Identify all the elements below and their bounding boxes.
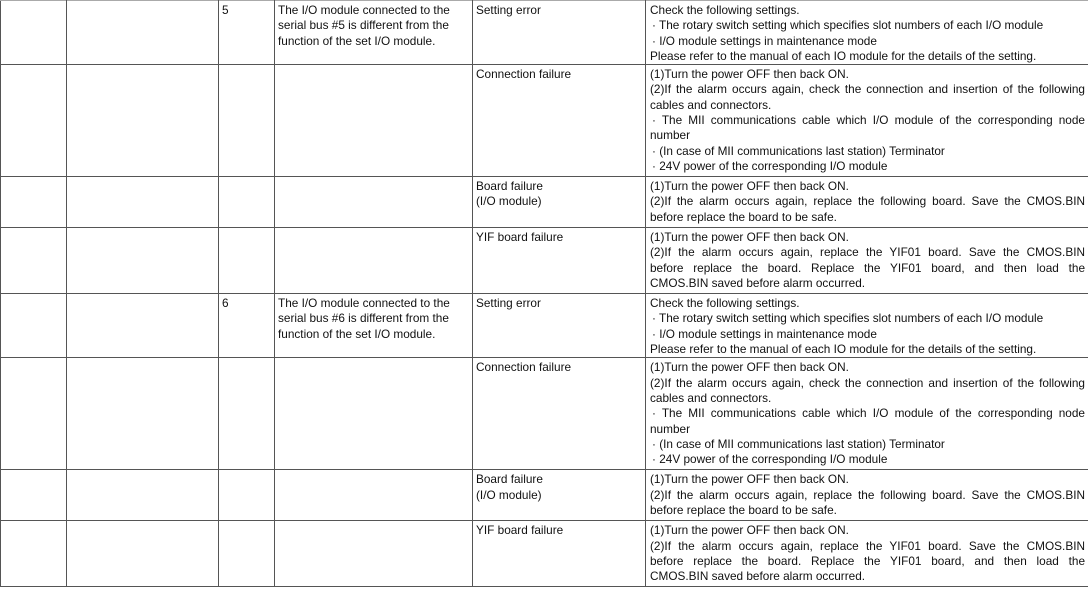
remedy-bullet-line: · I/O module settings in maintenance mode [652,33,877,48]
remedy-line: (1)Turn the power OFF then back ON. [650,230,849,245]
cause-cell [473,521,646,587]
alarm-number-cell [219,177,275,228]
blank-cell [1,177,67,228]
remedy-bullet-line: · The MII communications cable which I/O module of the corresponding node [652,406,1085,421]
remedy-line: number [650,128,690,143]
cause-line: Board failure [476,472,543,487]
remedy-line: Please refer to the manual of each IO module for the details of the setting. [650,342,1037,357]
blank-cell [1,228,67,294]
cause-cell [473,65,646,177]
alarm-description-cell [275,470,473,521]
alarm-description-cell [275,294,473,358]
blank-cell [1,1,67,65]
blank-cell [1,65,67,177]
remedy-line: (1)Turn the power OFF then back ON. [650,472,849,487]
remedy-bullet-line: · The MII communications cable which I/O module of the corresponding node [652,113,1085,128]
alarm-description-cell [275,521,473,587]
remedy-line: CMOS.BIN saved before alarm occurred. [650,569,866,584]
blank-cell [67,358,219,470]
alarm-number-cell [219,294,275,358]
cause-line: (I/O module) [476,194,542,209]
cause-line: (I/O module) [476,487,542,502]
remedy-line: Check the following settings. [650,296,800,311]
alarm-description-cell [275,358,473,470]
table-row [1,177,1088,228]
table-row [1,228,1088,294]
alarm-number: 5 [222,3,229,17]
cause-cell [473,228,646,294]
remedy-cell [646,65,1088,177]
remedy-cell [646,470,1088,521]
cause-line: Setting error [476,296,541,311]
blank-cell [67,1,219,65]
alarm-number: 6 [222,296,229,311]
remedy-line: (1)Turn the power OFF then back ON. [650,67,849,82]
remedy-bullet-line: · The rotary switch setting which specifies slot numbers of each I/O module [652,18,1044,33]
blank-cell [67,470,219,521]
cause-line: Board failure [476,179,543,194]
alarm-description-cell [275,1,473,65]
alarm-number-cell [219,470,275,521]
remedy-line: Please refer to the manual of each IO module for the details of the setting. [650,48,1037,63]
remedy-line: CMOS.BIN saved before alarm occurred. [650,276,866,291]
remedy-line: before replace the board to be safe. [650,209,837,224]
remedy-line: (1)Turn the power OFF then back ON. [650,360,849,375]
alarm-number-cell [219,1,275,65]
table-row [1,521,1088,587]
alarm-description-cell [275,65,473,177]
remedy-cell [646,177,1088,228]
remedy-bullet-line: · 24V power of the corresponding I/O module [652,158,888,173]
remedy-bullet-line: · (In case of MII communications last station) Terminator [652,143,945,158]
alarm-description-cell [275,228,473,294]
description-line: function of the set I/O module. [278,33,436,48]
remedy-line: (2)If the alarm occurs again, replace the YIF01 board. Save the CMOS.BIN [650,245,1085,260]
description-line: function of the set I/O module. [278,326,436,341]
table-row [1,1,1088,65]
remedy-line: (2)If the alarm occurs again, replace the following board. Save the CMOS.BIN [650,194,1085,209]
blank-cell [1,470,67,521]
remedy-cell [646,521,1088,587]
cause-cell [473,177,646,228]
description-line: serial bus #5 is different from the [278,18,449,33]
table-row [1,470,1088,521]
remedy-line: number [650,421,690,436]
remedy-bullet-line: · I/O module settings in maintenance mode [652,326,877,341]
remedy-line: (2)If the alarm occurs again, replace the YIF01 board. Save the CMOS.BIN [650,538,1085,553]
blank-cell [1,521,67,587]
blank-cell [67,294,219,358]
alarm-number-cell [219,65,275,177]
remedy-bullet-line: · 24V power of the corresponding I/O module [652,452,888,467]
cause-line: Connection failure [476,360,572,375]
cause-cell [473,358,646,470]
description-line: The I/O module connected to the [278,296,450,311]
cause-cell [473,1,646,65]
remedy-line: before replace the board. Replace the YIF01 board, and then load the [650,553,1085,568]
remedy-line: (2)If the alarm occurs again, replace the following board. Save the CMOS.BIN [650,487,1085,502]
remedy-line: before replace the board. Replace the YIF01 board, and then load the [650,260,1085,275]
table-row [1,358,1088,470]
description-line: The I/O module connected to the [278,3,450,17]
remedy-line: before replace the board to be safe. [650,502,837,517]
remedy-line: (1)Turn the power OFF then back ON. [650,523,849,538]
blank-cell [67,228,219,294]
alarm-number-cell [219,521,275,587]
table-row [1,65,1088,177]
remedy-cell [646,228,1088,294]
remedy-bullet-line: · The rotary switch setting which specifies slot numbers of each I/O module [652,311,1044,326]
cause-cell [473,470,646,521]
remedy-line: cables and connectors. [650,97,772,112]
cause-line: Connection failure [476,67,572,82]
remedy-line: (2)If the alarm occurs again, check the connection and insertion of the following [650,375,1085,390]
cause-line: YIF board failure [476,230,564,245]
remedy-cell [646,1,1088,65]
alarm-number-cell [219,358,275,470]
alarm-description-cell [275,177,473,228]
remedy-line: Check the following settings. [650,3,800,17]
blank-cell [1,294,67,358]
cause-cell [473,294,646,358]
remedy-cell [646,358,1088,470]
blank-cell [67,521,219,587]
cause-line: YIF board failure [476,523,564,538]
blank-cell [67,177,219,228]
cause-line: Setting error [476,3,541,17]
table-row [1,294,1088,358]
alarm-number-cell [219,228,275,294]
description-line: serial bus #6 is different from the [278,311,449,326]
remedy-line: cables and connectors. [650,390,772,405]
blank-cell [67,65,219,177]
remedy-line: (1)Turn the power OFF then back ON. [650,179,849,194]
remedy-bullet-line: · (In case of MII communications last station) Terminator [652,436,945,451]
blank-cell [1,358,67,470]
remedy-cell [646,294,1088,358]
remedy-line: (2)If the alarm occurs again, check the connection and insertion of the following [650,82,1085,97]
